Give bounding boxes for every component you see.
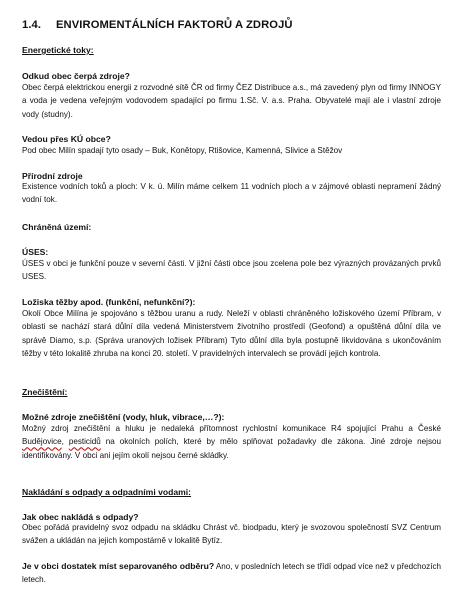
pollution-text-end: na okolních polích, které by mělo splňovat požadavky dle zákona. Jiné zdroje nejsou identifikovány. V obci ani jejím okolí nejsou černé skládky. xyxy=(22,437,442,460)
energy-q1-paragraph: Obec čerpá elektrickou energii z rozvodné sítě ČR od firmy ČEZ Distribuce a.s., má zavedený plyn od firmy INNOGY a voda je vedena veřejným vodovodem spadající po firmu 1.Sč. V. a.s. Praha. Obyvatelé mají ale i vlastní zdroje vody (studny). xyxy=(22,83,441,119)
waste-q2-answer: Ano, v posledních letech se třídí odpad více než v předchozích letech. xyxy=(22,562,442,585)
pollution-text-mid: , xyxy=(61,437,69,447)
section-title-text: ENVIROMENTÁLNÍCH FAKTORŮ A ZDROJŮ xyxy=(56,19,293,31)
pollution-heading: Znečištění: xyxy=(22,387,68,397)
uses-heading: ÚSES: xyxy=(22,247,49,257)
pollution-q1-paragraph xyxy=(22,422,441,462)
energy-q2-heading: Vedou přes KÚ obce? xyxy=(22,134,111,144)
section-title xyxy=(22,19,441,31)
protected-areas-heading: Chráněná území: xyxy=(22,222,92,232)
spellcheck-word-pesticidu: pesticidů xyxy=(68,437,101,447)
energy-q1-heading: Odkud obec čerpá zdroje? xyxy=(22,71,130,81)
pollution-text-start: Možný zdroj znečištění a hluku je nedaleká přítomnost rychlostní komunikace R4 spojující Prahu a České xyxy=(22,424,441,433)
uses-paragraph: ÚSES v obci je funkční pouze v severní části. V jižní části obce jsou zcelena pole bez výrazných provázaných prvků USES. xyxy=(22,259,441,282)
pollution-q1-heading: Možné zdroje znečištění (vody, hluk, vibrace,…?): xyxy=(22,412,225,422)
waste-q1-paragraph: Obec pořádá pravidelný svoz odpadu na skládku Chrást vč. biodpadu, který je svozovou společností SVZ Centrum svážen a ukládán na jejich kompostárně v lokalitě Bytíz. xyxy=(22,523,441,546)
waste-q2-paragraph xyxy=(22,560,441,587)
waste-q2-heading: Je v obci dostatek míst separovaného odběru? xyxy=(22,561,215,571)
waste-heading: Nakládání s odpady a odpadními vodami: xyxy=(22,487,192,497)
energy-heading: Energetické toky: xyxy=(22,45,94,55)
energy-q2-paragraph: Pod obec Milín spadají tyto osady – Buk, Konětopy, Rtišovice, Kamenná, Slivice a Stěžov xyxy=(22,146,343,155)
spellcheck-word-budejovice: Budějovice xyxy=(22,437,62,447)
energy-q3-paragraph: Existence vodních toků a ploch: V k. ú. Milín máme celkem 11 vodních ploch a v zájmové oblasti nepramení žádný vodní tok. xyxy=(22,182,441,205)
deposits-paragraph: Okolí Obce Milína je spojováno s těžbou uranu a rudy. Neleží v oblasti chráněného ložiskového území Příbram, v oblasti se nachází stará důlní díla vedená Ministerstvem životního prostředí (Geofond) a opuštěná důlní díla ve správě Diamo, s.p. (Správa uranových ložisek Příbram) Tyto důlní díla byla postupně likvidována s ukončováním těžby v této lokalitě zhruba na konci 20. století. V pravidelných intervalech se provádí jejich kontrola. xyxy=(22,309,441,359)
energy-q3-heading: Přírodní zdroje xyxy=(22,171,83,181)
waste-q1-heading: Jak obec nakládá s odpady? xyxy=(22,512,139,522)
section-number: 1.4. xyxy=(22,19,42,31)
deposits-heading: Ložiska těžby apod. (funkční, nefunkční?): xyxy=(22,297,196,307)
